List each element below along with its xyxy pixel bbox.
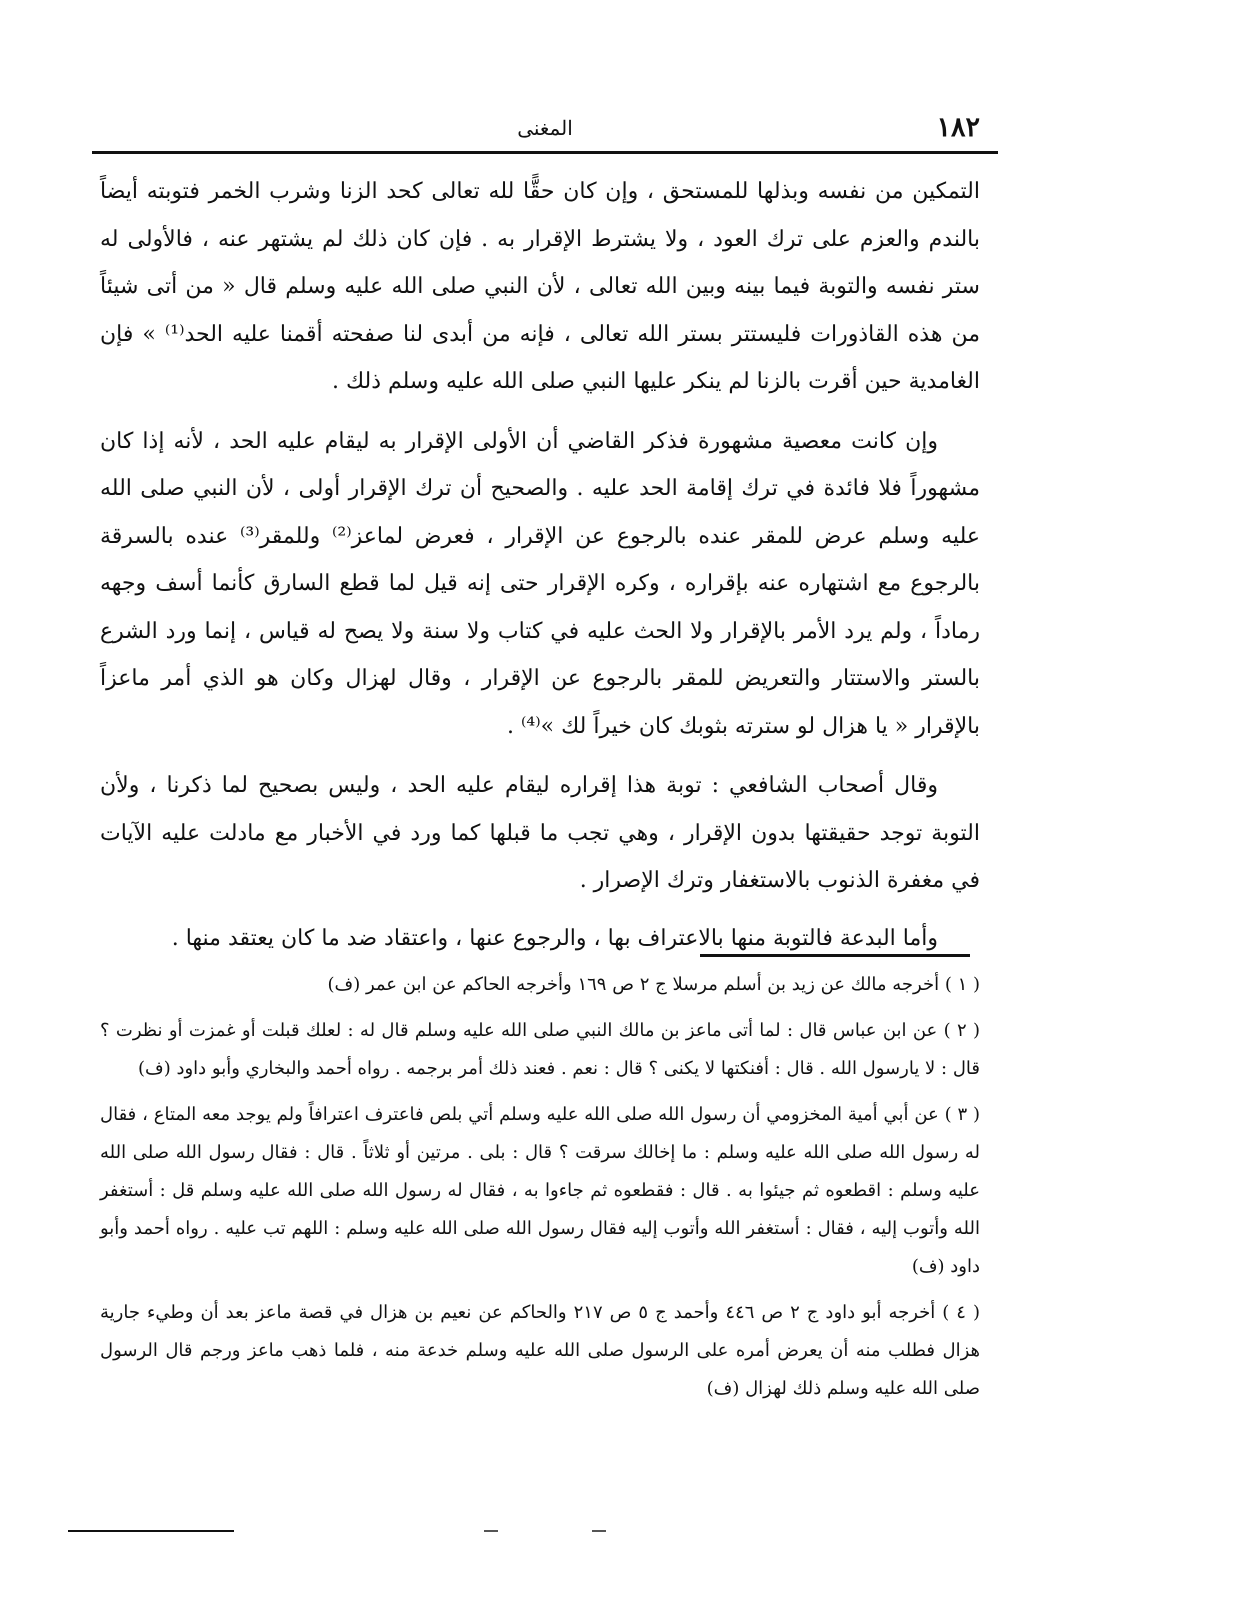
running-title: المغنى <box>517 116 573 140</box>
scan-mark <box>484 1530 498 1532</box>
footnotes <box>100 966 980 1416</box>
paragraph: وإن كانت معصية مشهورة فذكر القاضي أن الأولى الإقرار به ليقام عليه الحد ، لأنه إذا كان مشهوراً فلا فائدة في ترك إقامة الحد عليه . والصحيح أن ترك الإقرار أولى ، لأن النبي صلى الله عليه وسلم عرض للمقر عنده بالرجوع عن الإقرار ، فعرض لماعز⁽²⁾ وللمقر⁽³⁾ عنده بالسرقة بالرجوع مع اشتهاره عنه بإقراره ، وكره الإقرار حتى إنه قيل لما قطع السارق كأنما أسف وجهه رماداً ، ولم يرد الأمر بالإقرار ولا الحث عليه في كتاب ولا سنة ولا يصح له قياس ، إنما ورد الشرع بالستر والاستتار والتعريض للمقر بالرجوع عن الإقرار ، وقال لهزال وكان هو الذي أمر ماعزاً بالإقرار « يا هزال لو سترته بثوبك كان خيراً لك »⁽⁴⁾ . <box>100 428 980 739</box>
paragraph: وقال أصحاب الشافعي : توبة هذا إقراره ليقام عليه الحد ، وليس بصحيح لما ذكرنا ، ولأن التوبة توجد حقيقتها بدون الإقرار ، وهي تجب ما قبلها كما ورد في الأخبار مع مادلت عليه الآيات في مغفرة الذنوب بالاستغفار وترك الإصرار . <box>100 773 980 893</box>
footnote: ( ٣ ) عن أبي أمية المخزومي أن رسول الله صلى الله عليه وسلم أتي بلص فاعترف اعترافاً ولم يوجد معه المتاع ، فقال له رسول الله صلى الله عليه وسلم : ما إخالك سرقت ؟ قال : بلى . مرتين أو ثلاثاً . قال : فقال رسول الله صلى الله عليه وسلم : اقطعوه ثم جيئوا به . قال : فقطعوه ثم جاءوا به ، فقال له رسول الله صلى الله عليه وسلم قل : أستغفر الله وأتوب إليه ، فقال : أستغفر الله وأتوب إليه فقال رسول الله صلى الله عليه وسلم : اللهم تب عليه . رواه أحمد وأبو داود (ف) <box>100 1104 981 1277</box>
paragraph: وأما البدعة فالتوبة منها بالاعتراف بها ، والرجوع عنها ، واعتقاد ضد ما كان يعتقد منها . <box>171 925 938 951</box>
page-number: ١٨٢ <box>936 112 980 143</box>
paragraph: التمكين من نفسه وبذلها للمستحق ، وإن كان حقًّا لله تعالى كحد الزنا وشرب الخمر فتوبته أيضاً بالندم والعزم على ترك العود ، ولا يشترط الإقرار به . فإن كان ذلك لم يشتهر عنه ، فالأولى له ستر نفسه والتوبة فيما بينه وبين الله تعالى ، لأن النبي صلى الله عليه وسلم قال « من أتى شيئاً من هذه القاذورات فليستتر بستر الله تعالى ، فإنه من أبدى لنا صفحته أقمنا عليه الحد⁽¹⁾ » فإن الغامدية حين أقرت بالزنا لم ينكر عليها النبي صلى الله عليه وسلم ذلك . <box>100 179 980 394</box>
footnote: ( ٤ ) أخرجه أبو داود ج ٢ ص ٤٤٦ وأحمد ج ٥ ص ٢١٧ والحاكم عن نعيم بن هزال في قصة ماعز بعد أن وطيء جارية هزال فطلب منه أن يعرض أمره على الرسول صلى الله عليه وسلم خدعة منه ، فلما ذهب ماعز ورجم قال الرسول صلى الله عليه وسلم ذلك لهزال (ف) <box>100 1302 980 1399</box>
header-rule <box>92 151 998 154</box>
bottom-rule <box>68 1530 234 1532</box>
main-text <box>100 168 980 962</box>
footnote: ( ٢ ) عن ابن عباس قال : لما أتى ماعز بن مالك النبي صلى الله عليه وسلم قال له : لعلك قبلت أو غمزت أو نظرت ؟ قال : لا يارسول الله . قال : أفنكتها لا يكنى ؟ قال : نعم . فعند ذلك أمر برجمه . رواه أحمد والبخاري وأبو داود (ف) <box>100 1020 980 1079</box>
footnote-separator <box>700 954 970 957</box>
scan-mark <box>592 1530 606 1532</box>
page-header <box>92 112 998 146</box>
footnote: ( ١ ) أخرجه مالك عن زيد بن أسلم مرسلا ج ٢ ص ١٦٩ وأخرجه الحاكم عن ابن عمر (ف) <box>327 974 980 995</box>
